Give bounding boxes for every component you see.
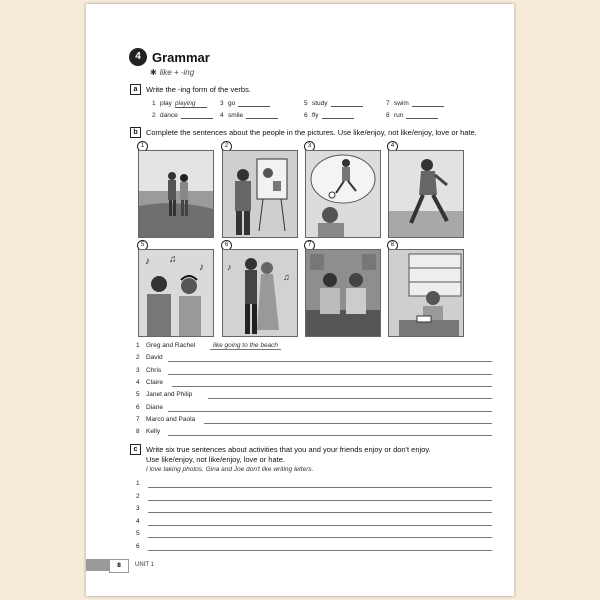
verb-number: 1 [152,100,156,107]
section-number-badge: 4 [129,48,147,66]
sentence-number: 8 [136,428,140,436]
sentence-row [136,416,496,425]
verb-word: swim [394,100,409,107]
picture-number: 4 [387,141,398,152]
sentence-number: 1 [136,342,140,349]
writing-line [136,480,496,489]
svg-text:♫: ♫ [169,254,177,265]
line-number: 3 [136,505,140,512]
sentence-number: 5 [136,391,140,399]
sentence-number: 6 [136,403,140,411]
writing-answer-line[interactable] [148,512,492,513]
verb-answer-field[interactable] [181,112,213,119]
section-b-label: b [130,127,141,138]
sentence-number: 3 [136,366,140,374]
picture-number: 3 [304,141,315,152]
verb-word: study [312,100,328,107]
sentence-subject: Janet and Philip [146,391,193,399]
sentence-answer-line[interactable] [168,361,492,362]
picture-number: 8 [387,240,398,251]
sentence-subject: Marco and Paola [146,415,196,423]
line-number: 5 [136,530,140,537]
writing-answer-line[interactable] [148,487,492,488]
verb-answer-field[interactable]: playing [175,100,207,108]
verb-item [220,100,270,107]
writing-answer-line[interactable] [148,500,492,501]
verb-item [220,112,278,119]
picture-number: 6 [221,240,232,251]
line-number: 4 [136,517,140,525]
sentence-number: 2 [136,354,140,362]
sentence-answer-line[interactable] [168,435,492,436]
sentence-row [136,428,496,437]
section-b-instruction: Complete the sentences about the people in the pictures. Use like/enjoy, not like/enjoy, love or hate. [146,128,477,137]
line-number: 2 [136,492,140,500]
section-c-instruction-2: Use like/enjoy, not like/enjoy, love or hate. [146,455,285,464]
writing-line [136,518,496,527]
verb-answer-field[interactable] [412,100,444,107]
section-c-instruction-1: Write six true sentences about activities that you and your friends enjoy or don't enjoy. [146,445,431,454]
section-c-label: c [130,444,141,455]
workbook-page [86,4,514,596]
writing-line [136,505,496,514]
line-number: 6 [136,542,140,550]
page-subtitle [150,68,194,77]
sentence-subject: David [146,354,163,362]
picture-music-headphones [138,249,214,337]
picture-number: 1 [137,141,148,152]
sentence-row [136,391,496,400]
line-number: 1 [136,480,140,487]
picture-football-dream [305,150,381,238]
verb-answer-field[interactable] [246,112,278,119]
sentence-answer-line[interactable] [168,374,492,375]
sentence-row [136,342,496,351]
verb-number: 3 [220,100,224,107]
picture-beach-couple [138,150,214,238]
sentence-row [136,367,496,376]
picture-runner [388,150,464,238]
sentence-answer-line[interactable] [168,411,492,412]
star-icon: ✱ [150,68,157,77]
writing-line [136,493,496,502]
svg-text:♫: ♫ [283,272,290,282]
sentence-row [136,379,496,388]
sentence-answer-line[interactable] [204,423,492,424]
sentence-subject: Claire [146,378,163,386]
sentence-row [136,404,496,413]
sentence-number: 7 [136,415,140,423]
verb-number: 7 [386,100,390,107]
writing-line [136,530,496,539]
sentence-subject: Chris [146,366,162,374]
picture-number: 5 [137,240,148,251]
verb-word: smile [228,112,244,119]
picture-number: 7 [304,240,315,251]
writing-answer-line[interactable] [148,525,492,526]
verb-number: 6 [304,112,308,119]
unit-label: UNIT 1 [135,562,154,568]
verb-answer-field[interactable] [238,100,270,107]
verb-word: play [160,100,172,107]
picture-dancing-couple [222,249,298,337]
section-a-label: a [130,84,141,95]
page-title: Grammar [152,50,210,65]
picture-library-study [388,249,464,337]
verb-answer-field[interactable] [322,112,354,119]
verb-answer-field[interactable] [406,112,438,119]
verb-word: go [228,100,236,107]
sentence-example-answer: like going to the beach [210,342,281,350]
writing-answer-line[interactable] [148,550,492,551]
sentence-number: 4 [136,378,140,386]
section-a-instruction: Write the -ing form of the verbs. [146,85,251,94]
verb-item [152,112,213,119]
verb-number: 8 [386,112,390,119]
sentence-subject: Diane [146,403,163,411]
verb-number: 4 [220,112,224,119]
writing-answer-line[interactable] [148,537,492,538]
page-number: 8 [109,559,129,573]
sentence-subject: Kelly [146,428,161,436]
picture-number: 2 [221,141,232,152]
sentence-subject: Greg and Rachel [146,342,196,349]
verb-item [152,100,207,108]
footer-bar [86,559,109,571]
sentence-row [136,354,496,363]
verb-item [386,100,444,107]
svg-text:♪: ♪ [199,262,204,273]
sentence-answer-line[interactable] [208,398,492,399]
svg-text:♪: ♪ [145,256,150,267]
picture-cinema [305,249,381,337]
verb-word: fly [312,112,319,119]
section-c-example: I love taking photos. Gina and Joe don't like writing letters. [146,466,314,473]
verb-number: 5 [304,100,308,107]
svg-text:♪: ♪ [227,262,232,272]
subtitle-text: like + -ing [159,68,195,77]
verb-answer-field[interactable] [331,100,363,107]
verb-word: run [394,112,404,119]
verb-item [304,112,354,119]
picture-painter [222,150,298,238]
verb-item [386,112,438,119]
verb-item [304,100,363,107]
verb-number: 2 [152,112,156,119]
verb-word: dance [160,112,178,119]
writing-line [136,543,496,552]
sentence-answer-line[interactable] [172,386,492,387]
